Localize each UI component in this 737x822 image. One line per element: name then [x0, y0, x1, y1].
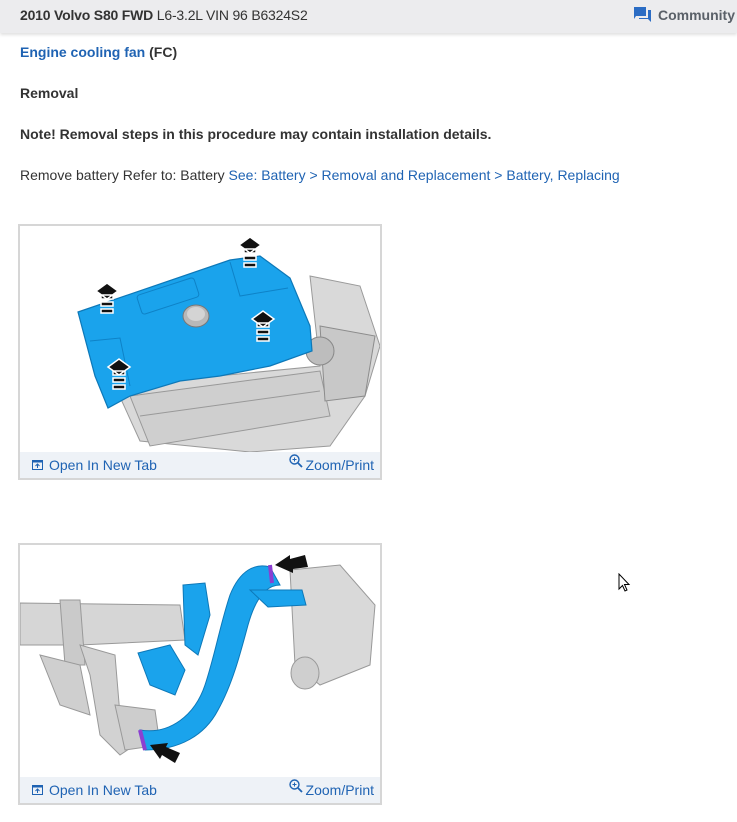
step-line [20, 167, 620, 183]
open-in-new-tab-label: Open In New Tab [49, 782, 157, 798]
open-in-new-tab-button[interactable] [32, 457, 157, 473]
zoom-print-label: Zoom/Print [305, 782, 374, 798]
section-title: Removal [20, 85, 79, 101]
open-in-new-tab-label: Open In New Tab [49, 457, 157, 473]
battery-reference-link[interactable]: See: Battery > Removal and Replacement > Battery, Replacing [228, 167, 620, 183]
vehicle-engine: L6-3.2L VIN 96 B6324S2 [156, 7, 308, 23]
vehicle-name: 2010 Volvo S80 FWD [20, 7, 154, 23]
note-text: Note! Removal steps in this procedure may contain installation details. [20, 126, 492, 142]
zoom-in-icon [289, 779, 303, 793]
figure-actions-bar [20, 777, 380, 803]
zoom-in-icon [289, 454, 303, 468]
top-bar [0, 0, 737, 33]
open-new-tab-icon [32, 785, 43, 795]
zoom-print-button[interactable] [289, 454, 374, 473]
zoom-print-button[interactable] [289, 779, 374, 798]
mouse-cursor-icon [618, 573, 632, 593]
component-code: (FC) [149, 44, 178, 60]
air-intake-illustration[interactable] [20, 545, 380, 777]
community-button[interactable] [634, 5, 737, 25]
open-new-tab-icon [32, 460, 43, 470]
component-line [20, 44, 177, 60]
zoom-print-label: Zoom/Print [305, 457, 374, 473]
community-label: Community [658, 7, 735, 23]
open-in-new-tab-button[interactable] [32, 782, 157, 798]
figure-actions-bar [20, 452, 380, 478]
component-link[interactable]: Engine cooling fan [20, 44, 146, 60]
step-text: Remove battery Refer to: Battery [20, 167, 225, 183]
figure-air-intake-duct [18, 543, 382, 805]
figure-engine-cover [18, 224, 382, 480]
chat-bubbles-icon [634, 7, 652, 23]
vehicle-title [20, 7, 308, 23]
engine-cover-illustration[interactable] [20, 226, 380, 452]
